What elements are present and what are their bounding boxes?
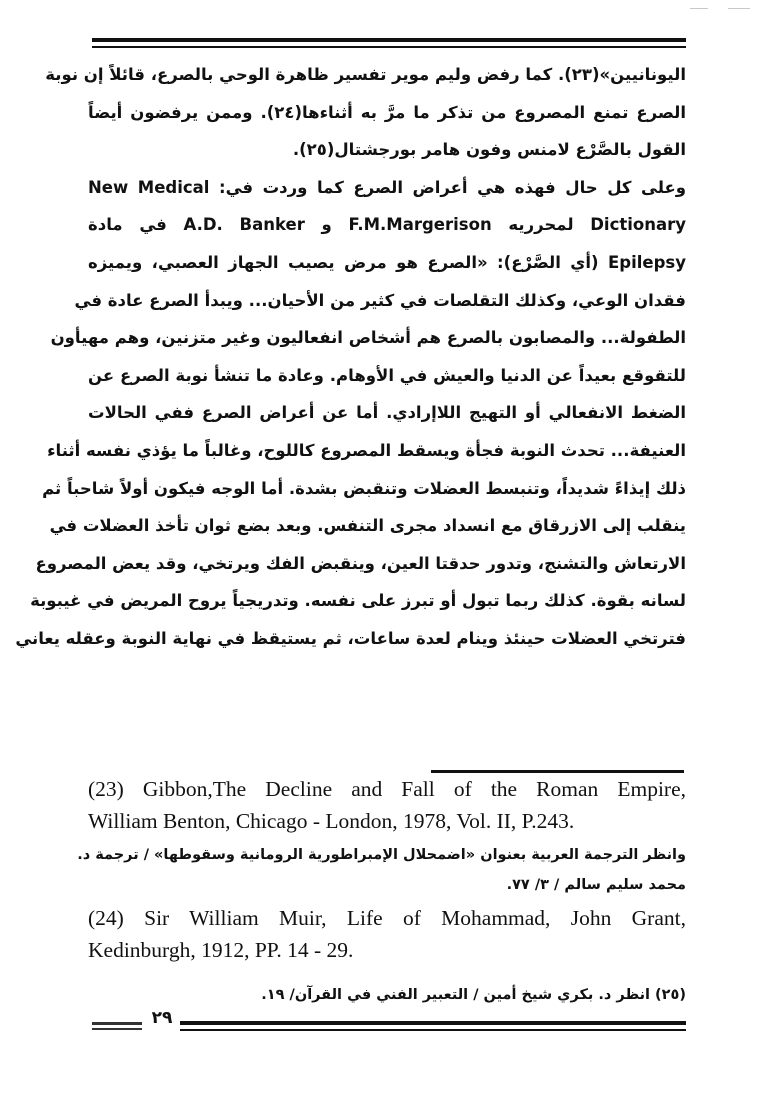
text-line: Dictionary لمحرريه F.M.Margerison و A.D. Banker في مادة <box>88 215 687 235</box>
text-line: القول بالصَّرْع لامنس وفون هامر بورجشتال(٢٥). <box>292 140 686 160</box>
text-line: اليونانيين»(٢٣). كما رفض وليم موير تفسير ظاهرة الوحي بالصرع، قائلاً إن نوبة <box>45 65 686 84</box>
text-line: الارتعاش والتشنج، وتدور حدقتا العين، وينقبض الفك ويرتخي، وقد يعض المصروع <box>35 553 686 573</box>
footer-ornament <box>92 1028 142 1030</box>
footer-rule-thick <box>180 1021 686 1025</box>
footnote-line: (23) Gibbon,The Decline and Fall of the Roman Empire, <box>88 777 686 801</box>
footnote-line: William Benton, Chicago - London, 1978, Vol. II, P.243. <box>88 809 575 833</box>
text-line: Epilepsy (أي الصَّرْع): «الصرع هو مرض يصيب الجهاز العصبي، ويميزه <box>88 252 686 272</box>
text-line: ذلك إيذاءً شديداً، وتنبسط العضلات وتنقبض بشدة. أما الوجه فيكون أولاً شاحباً ثم <box>42 478 686 498</box>
footnote-24-english <box>88 902 686 966</box>
footnote-line: (٢٥) انظر د. بكري شيخ أمين / التعبير الفني في القرآن/ ١٩. <box>261 987 686 1003</box>
header-rule-thick <box>92 38 686 42</box>
footnote-line: محمد سليم سالم / ٣/ ٧٧. <box>506 877 686 893</box>
header-rule-thin <box>92 46 686 48</box>
footer-ornament <box>92 1022 142 1025</box>
page-number: ٢٩ <box>151 1008 173 1028</box>
footnote-line: (24) Sir William Muir, Life of Mohammad, John Grant, <box>88 906 686 930</box>
scan-mark <box>728 8 750 9</box>
text-line: الضغط الانفعالي أو التهيج اللاإرادي. أما عن أعراض الصرع ففي الحالات <box>88 403 686 423</box>
footer-rule-thin <box>180 1029 686 1031</box>
footnote-line: وانظر الترجمة العربية بعنوان «اضمحلال الإمبراطورية الرومانية وسقوطها» / ترجمة د. <box>77 847 686 863</box>
text-line: فقدان الوعي، وكذلك التقلصات في كثير من الأحيان... ويبدأ الصرع عادة في <box>74 290 686 310</box>
footnote-25-arabic <box>88 980 686 1010</box>
text-line: لسانه بقوة. كذلك ربما تبول أو تبرز على نفسه. وتدريجياً يروح المريض في غيبوبة <box>30 591 686 611</box>
text-line: ينقلب إلى الازرقاق مع انسداد مجرى التنفس. وبعد بضع ثوان تأخذ العضلات في <box>49 516 686 536</box>
footnote-23-english <box>88 773 686 837</box>
text-line: للتقوقع بعيداً عن الدنيا والعيش في الأوهام. وعادة ما تنشأ نوبة الصرع عن <box>88 365 686 385</box>
footnote-23-arabic <box>77 840 686 900</box>
footnote-line: Kedinburgh, 1912, PP. 14 - 29. <box>88 938 354 962</box>
scan-mark <box>690 8 708 9</box>
text-line: وعلى كل حال فهذه هي أعراض الصرع كما وردت في: New Medical <box>88 177 687 197</box>
main-text <box>15 56 687 658</box>
text-line: الطفولة... والمصابون بالصرع هم أشخاص انفعاليون وغير متزنين، وهم مهيأون <box>50 328 686 348</box>
text-line: الصرع تمنع المصروع من تذكر ما مرَّ به أثناءها(٢٤). وممن يرفضون أيضاً <box>88 102 686 122</box>
text-line: فترتخي العضلات حينئذ وينام لعدة ساعات، ثم يستيقظ في نهاية النوبة وعقله يعاني <box>15 628 686 648</box>
text-line: العنيفة... تحدث النوبة فجأة ويسقط المصروع كاللوح، وغالباً ما يؤذي نفسه أثناء <box>47 440 686 460</box>
